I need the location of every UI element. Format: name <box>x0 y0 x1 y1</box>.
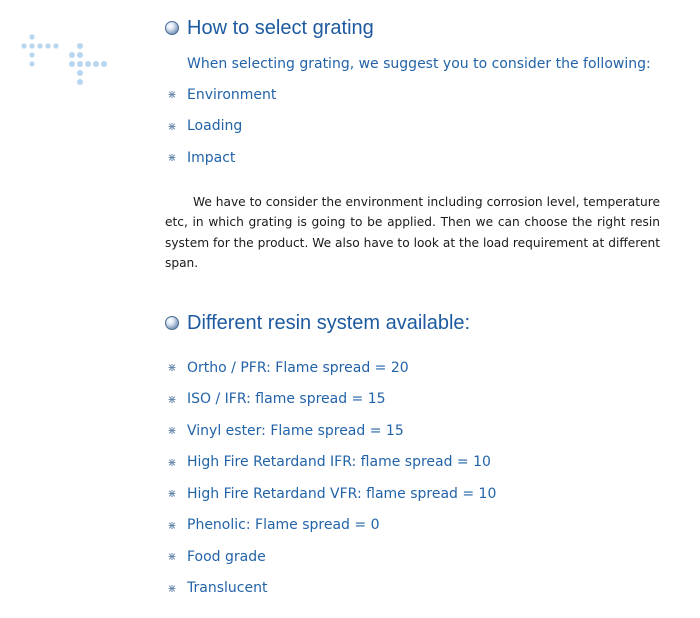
asterisk-bullet-icon: ⋇ <box>167 518 177 532</box>
list-item-label: Impact <box>187 149 236 166</box>
list-item <box>165 478 660 510</box>
asterisk-bullet-icon: ⋇ <box>167 581 177 595</box>
list-item-label: Ortho / PFR: Flame spread = 20 <box>187 359 409 376</box>
section-resin-systems <box>165 310 660 604</box>
list-item <box>165 510 660 542</box>
section-heading <box>165 310 660 336</box>
list-item <box>165 384 660 416</box>
consideration-list <box>165 79 660 174</box>
list-item <box>165 447 660 479</box>
list-item <box>165 79 660 111</box>
list-item <box>165 142 660 174</box>
sphere-bullet-icon <box>165 316 179 330</box>
list-item <box>165 541 660 573</box>
list-item-label: Loading <box>187 118 243 135</box>
asterisk-bullet-icon: ⋇ <box>167 550 177 564</box>
heading-text: Different resin system available: <box>187 311 471 334</box>
list-item <box>165 111 660 143</box>
list-item-label: Environment <box>187 86 277 103</box>
asterisk-bullet-icon: ⋇ <box>167 88 177 102</box>
asterisk-bullet-icon: ⋇ <box>167 392 177 406</box>
asterisk-bullet-icon: ⋇ <box>167 361 177 375</box>
list-item <box>165 352 660 384</box>
asterisk-bullet-icon: ⋇ <box>167 424 177 438</box>
asterisk-bullet-icon: ⋇ <box>167 455 177 469</box>
asterisk-bullet-icon: ⋇ <box>167 151 177 165</box>
list-item <box>165 573 660 605</box>
list-item-label: Vinyl ester: Flame spread = 15 <box>187 422 404 439</box>
list-item <box>165 415 660 447</box>
section-how-to-select <box>165 15 660 286</box>
list-item-label: Translucent <box>187 580 268 597</box>
list-item-label: High Fire Retardand VFR: flame spread = 10 <box>187 485 497 502</box>
list-item-label: Phenolic: Flame spread = 0 <box>187 517 380 534</box>
list-item-label: High Fire Retardand IFR: flame spread = 10 <box>187 454 491 471</box>
list-item-label: Food grade <box>187 548 266 565</box>
section-heading <box>165 15 660 41</box>
list-item-label: ISO / IFR: flame spread = 15 <box>187 391 386 408</box>
intro-text: When selecting grating, we suggest you to consider the following: <box>187 56 651 72</box>
heading-text: How to select grating <box>187 16 374 39</box>
asterisk-bullet-icon: ⋇ <box>167 119 177 133</box>
dotted-arrow-icon <box>18 33 118 88</box>
sphere-bullet-icon <box>165 21 179 35</box>
asterisk-bullet-icon: ⋇ <box>167 487 177 501</box>
body-paragraph: We have to consider the environment including corrosion level, temperature etc, in which grating is going to be applied. Then we can choose the right resin system for the product. We also have to look at the load requirement at different span. <box>165 194 660 270</box>
resin-list <box>165 352 660 604</box>
